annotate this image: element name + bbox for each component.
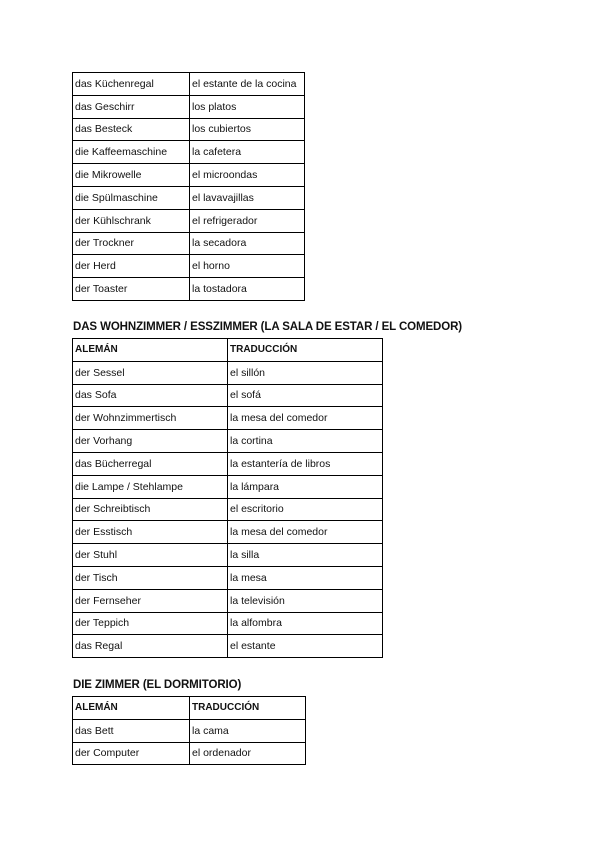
bedroom-vocabulary-table [72, 696, 306, 765]
spanish-cell: la secadora [190, 232, 305, 255]
spanish-cell: el sillón [228, 361, 383, 384]
german-cell: der Stuhl [73, 544, 228, 567]
table-row [73, 118, 305, 141]
spanish-cell: la cortina [228, 430, 383, 453]
table-row [73, 164, 305, 187]
kitchen-vocabulary-table [72, 72, 305, 301]
spanish-cell: el sofá [228, 384, 383, 407]
column-header-translation: TRADUCCIÓN [228, 339, 383, 362]
table-row [73, 384, 383, 407]
table-row [73, 232, 305, 255]
column-header-german: ALEMÁN [73, 697, 190, 720]
spanish-cell: la mesa [228, 566, 383, 589]
spanish-cell: la mesa del comedor [228, 407, 383, 430]
table-row [73, 589, 383, 612]
header-row [73, 339, 383, 362]
german-cell: das Küchenregal [73, 73, 190, 96]
column-header-german: ALEMÁN [73, 339, 228, 362]
german-cell: der Vorhang [73, 430, 228, 453]
german-cell: der Sessel [73, 361, 228, 384]
german-cell: das Regal [73, 635, 228, 658]
table-row [73, 452, 383, 475]
spanish-cell: la estantería de libros [228, 452, 383, 475]
spanish-cell: los cubiertos [190, 118, 305, 141]
table-row [73, 612, 383, 635]
column-header-translation: TRADUCCIÓN [190, 697, 306, 720]
table-row [73, 278, 305, 301]
german-cell: der Computer [73, 742, 190, 765]
kitchen-table-body [73, 73, 305, 301]
spanish-cell: la lámpara [228, 475, 383, 498]
german-cell: der Tisch [73, 566, 228, 589]
table-row [73, 521, 383, 544]
spanish-cell: los platos [190, 95, 305, 118]
table-row [73, 742, 306, 765]
table-row [73, 475, 383, 498]
german-cell: der Fernseher [73, 589, 228, 612]
german-cell: der Esstisch [73, 521, 228, 544]
german-cell: die Lampe / Stehlampe [73, 475, 228, 498]
spanish-cell: el escritorio [228, 498, 383, 521]
bedroom-heading: DIE ZIMMER (EL DORMITORIO) [73, 679, 242, 691]
german-cell: das Geschirr [73, 95, 190, 118]
german-cell: das Bücherregal [73, 452, 228, 475]
german-cell: die Spülmaschine [73, 186, 190, 209]
table-row [73, 430, 383, 453]
spanish-cell: la tostadora [190, 278, 305, 301]
german-cell: das Bett [73, 719, 190, 742]
german-cell: die Kaffeemaschine [73, 141, 190, 164]
table-row [73, 255, 305, 278]
german-cell: das Besteck [73, 118, 190, 141]
living-table-body [73, 361, 383, 657]
spanish-cell: el lavavajillas [190, 186, 305, 209]
german-cell: die Mikrowelle [73, 164, 190, 187]
spanish-cell: el microondas [190, 164, 305, 187]
bedroom-table-header [73, 697, 306, 720]
table-row [73, 635, 383, 658]
table-row [73, 719, 306, 742]
table-row [73, 95, 305, 118]
living-room-vocabulary-table [72, 338, 383, 658]
bedroom-table-body [73, 719, 306, 765]
header-row [73, 697, 306, 720]
spanish-cell: la mesa del comedor [228, 521, 383, 544]
table-row [73, 73, 305, 96]
spanish-cell: el horno [190, 255, 305, 278]
table-row [73, 566, 383, 589]
spanish-cell: la televisión [228, 589, 383, 612]
table-row [73, 361, 383, 384]
german-cell: der Schreibtisch [73, 498, 228, 521]
spanish-cell: el estante de la cocina [190, 73, 305, 96]
living-room-heading: DAS WOHNZIMMER / ESSZIMMER (LA SALA DE ESTAR / EL COMEDOR) [73, 321, 463, 333]
german-cell: der Kühlschrank [73, 209, 190, 232]
spanish-cell: la cafetera [190, 141, 305, 164]
table-row [73, 186, 305, 209]
spanish-cell: la alfombra [228, 612, 383, 635]
german-cell: der Teppich [73, 612, 228, 635]
german-cell: das Sofa [73, 384, 228, 407]
german-cell: der Wohnzimmertisch [73, 407, 228, 430]
german-cell: der Trockner [73, 232, 190, 255]
spanish-cell: la silla [228, 544, 383, 567]
table-row [73, 407, 383, 430]
spanish-cell: la cama [190, 719, 306, 742]
spanish-cell: el refrigerador [190, 209, 305, 232]
living-table-header [73, 339, 383, 362]
table-row [73, 209, 305, 232]
table-row [73, 141, 305, 164]
table-row [73, 498, 383, 521]
german-cell: der Herd [73, 255, 190, 278]
table-row [73, 544, 383, 567]
spanish-cell: el estante [228, 635, 383, 658]
german-cell: der Toaster [73, 278, 190, 301]
spanish-cell: el ordenador [190, 742, 306, 765]
